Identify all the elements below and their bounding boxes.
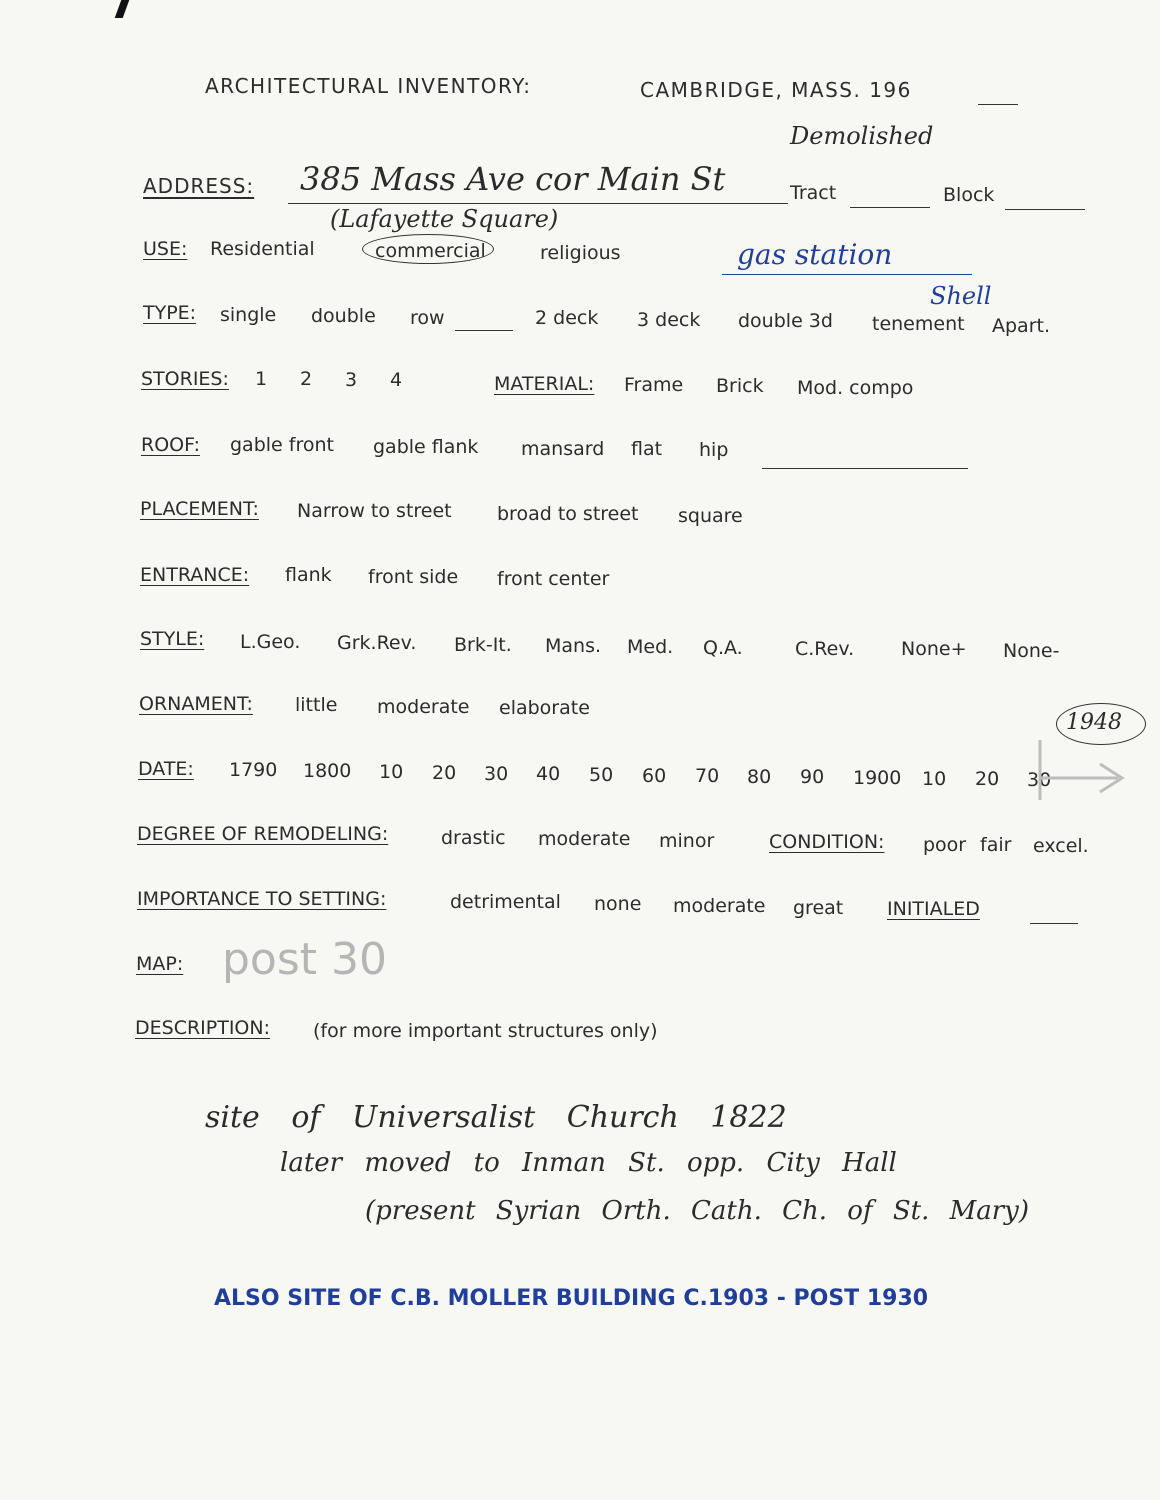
note-line-4: ALSO SITE OF C.B. MOLLER BUILDING C.1903 - POST 1930 (214, 1286, 929, 1311)
roof-gable-flank[interactable]: gable flank (373, 436, 479, 458)
style-label: STYLE: (140, 628, 205, 650)
type-handwritten: Shell (930, 282, 992, 310)
importance-detrimental[interactable]: detrimental (450, 891, 561, 913)
placement-broad[interactable]: broad to street (497, 503, 639, 525)
remodeling-moderate[interactable]: moderate (538, 828, 631, 850)
demolished-note: Demolished (790, 122, 934, 150)
roof-blank (762, 468, 968, 469)
stories-2[interactable]: 2 (300, 368, 313, 390)
ornament-label: ORNAMENT: (139, 693, 253, 715)
type-row-blank (455, 330, 513, 331)
address-line (288, 203, 788, 204)
placement-square[interactable]: square (678, 505, 743, 527)
date-1800[interactable]: 1800 (303, 760, 352, 782)
style-grkrev[interactable]: Grk.Rev. (337, 632, 417, 654)
placement-label: PLACEMENT: (140, 498, 259, 520)
type-3deck[interactable]: 3 deck (637, 309, 701, 331)
block-label: Block (943, 184, 995, 206)
material-mod-compo[interactable]: Mod. compo (797, 377, 914, 399)
date-1930[interactable]: 30 (1027, 769, 1052, 791)
map-handwritten: post 30 (222, 934, 387, 985)
description-label: DESCRIPTION: (135, 1017, 271, 1039)
style-lgeo[interactable]: L.Geo. (240, 631, 301, 653)
form-location: CAMBRIDGE, MASS. 196 (640, 78, 912, 102)
date-1790[interactable]: 1790 (229, 759, 278, 781)
type-label: TYPE: (143, 302, 197, 324)
ornament-elaborate[interactable]: elaborate (499, 697, 590, 719)
note-line-2: later moved to Inman St. opp. City Hall (280, 1148, 897, 1178)
ornament-moderate[interactable]: moderate (377, 696, 470, 718)
type-double3d[interactable]: double 3d (738, 310, 833, 332)
address-value[interactable]: 385 Mass Ave cor Main St (300, 160, 726, 198)
style-none-minus[interactable]: None- (1003, 640, 1060, 662)
importance-moderate[interactable]: moderate (673, 895, 766, 917)
commercial-circle (362, 234, 494, 264)
type-double[interactable]: double (311, 305, 376, 327)
entrance-flank[interactable]: flank (285, 564, 332, 586)
material-frame[interactable]: Frame (624, 374, 684, 396)
tract-label: Tract (790, 182, 837, 204)
use-religious[interactable]: religious (540, 242, 621, 264)
date-50[interactable]: 50 (589, 764, 614, 786)
type-row[interactable]: row (410, 307, 445, 329)
description-note: (for more important structures only) (313, 1020, 658, 1042)
condition-label: CONDITION: (769, 831, 885, 853)
date-90[interactable]: 90 (800, 766, 825, 788)
style-crev[interactable]: C.Rev. (795, 638, 855, 660)
stories-label: STORIES: (141, 368, 229, 390)
date-10[interactable]: 10 (379, 761, 404, 783)
stories-1[interactable]: 1 (255, 368, 268, 390)
note-line-1: site of Universalist Church 1822 (205, 1100, 787, 1135)
note-line-3: (present Syrian Orth. Cath. Ch. of St. Mary) (365, 1196, 1030, 1226)
style-med[interactable]: Med. (627, 636, 674, 658)
stories-3[interactable]: 3 (345, 369, 358, 391)
stories-4[interactable]: 4 (390, 369, 403, 391)
initialed-blank[interactable] (1030, 923, 1078, 924)
corner-mark (115, 0, 130, 18)
placement-narrow[interactable]: Narrow to street (297, 500, 452, 522)
material-label: MATERIAL: (494, 373, 595, 395)
ornament-little[interactable]: little (295, 694, 338, 716)
remodeling-minor[interactable]: minor (659, 830, 715, 852)
style-brkit[interactable]: Brk-It. (454, 634, 512, 656)
condition-fair[interactable]: fair (980, 834, 1012, 856)
importance-great[interactable]: great (793, 897, 844, 919)
importance-none[interactable]: none (594, 893, 642, 915)
entrance-front-center[interactable]: front center (497, 568, 610, 590)
date-30[interactable]: 30 (484, 763, 509, 785)
style-none-plus[interactable]: None+ (901, 638, 967, 660)
entrance-front-side[interactable]: front side (368, 566, 459, 588)
entrance-label: ENTRANCE: (140, 564, 250, 586)
type-single[interactable]: single (220, 304, 277, 326)
style-mans[interactable]: Mans. (545, 635, 602, 657)
date-80[interactable]: 80 (747, 766, 772, 788)
map-label: MAP: (136, 953, 184, 975)
date-1900[interactable]: 1900 (853, 767, 902, 789)
block-blank[interactable] (1005, 209, 1085, 210)
year-blank (978, 104, 1018, 105)
remodeling-drastic[interactable]: drastic (441, 827, 506, 849)
address-sub: (Lafayette Square) (330, 205, 559, 233)
style-qa[interactable]: Q.A. (703, 637, 743, 659)
type-apart[interactable]: Apart. (992, 315, 1051, 337)
use-label: USE: (143, 238, 188, 260)
use-handwritten: gas station (737, 238, 893, 271)
form-title: ARCHITECTURAL INVENTORY: (205, 74, 532, 98)
condition-excel[interactable]: excel. (1033, 835, 1089, 857)
date-1920[interactable]: 20 (975, 768, 1000, 790)
use-commercial[interactable]: commercial (375, 240, 486, 262)
date-1910[interactable]: 10 (922, 768, 947, 790)
date-60[interactable]: 60 (642, 765, 667, 787)
importance-label: IMPORTANCE TO SETTING: (137, 888, 387, 910)
date-70[interactable]: 70 (695, 765, 720, 787)
material-brick[interactable]: Brick (716, 375, 764, 397)
roof-mansard[interactable]: mansard (521, 438, 605, 460)
type-2deck[interactable]: 2 deck (535, 307, 599, 329)
address-label: ADDRESS: (143, 174, 255, 198)
roof-gable-front[interactable]: gable front (230, 434, 334, 456)
date-20[interactable]: 20 (432, 762, 457, 784)
date-arrow (1030, 730, 1140, 810)
roof-label: ROOF: (141, 434, 200, 456)
date-40[interactable]: 40 (536, 763, 561, 785)
remodeling-label: DEGREE OF REMODELING: (137, 823, 389, 845)
date-circled-value: 1948 (1066, 710, 1122, 735)
type-tenement[interactable]: tenement (872, 313, 965, 335)
roof-flat[interactable]: flat (631, 438, 663, 460)
use-residential[interactable]: Residential (210, 238, 315, 260)
tract-blank[interactable] (850, 207, 930, 208)
condition-poor[interactable]: poor (923, 834, 967, 856)
roof-hip[interactable]: hip (699, 439, 729, 461)
initialed-label: INITIALED (887, 898, 980, 920)
use-blank (722, 274, 972, 275)
date-label: DATE: (138, 758, 194, 780)
